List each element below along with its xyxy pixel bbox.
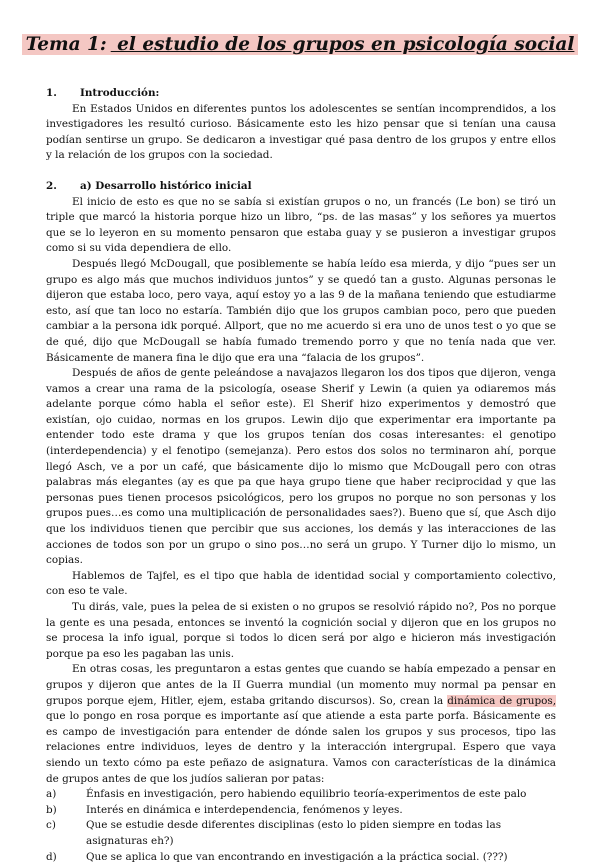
list-item	[46, 803, 556, 819]
section-title: Introducción:	[80, 86, 159, 102]
document-body	[46, 86, 556, 865]
list-item	[46, 850, 556, 865]
paragraph: Después de años de gente peleándose a navajazos llegaron los dos tipos que dijeron, venga vamos a crear una rama de la psicología, osease Sherif y Lewin (a quien ya odiaremos más adelante porque cómo habla el señor este). El Sherif hizo experimentos y demostró que existían, ojo cuidao, normas en los grupos. Lewin dijo que experimentar era importante pa entender todo este drama y que los grupos tenían dos cosas interesantes: el genotipo (interdependencia) y el fenotipo (semejanza). Pero estos dos solos no terminaron ahí, porque llegó Asch, ve a por un café, que básicamente dijo lo mismo que McDougall pero con otras palabras más elegantes (ay es que pa que haya grupo tiene que haber reciprocidad y que las personas pues tienen procesos psicológicos, pero los grupos no porque no son personas y los grupos pues…es como una multiplicación de personalidades saes?). Bueno que sí, que Asch dijo que los individuos tienen que percibir que sus acciones, los demás y las interacciones de las acciones de todos son por un grupo o sino pos…no será un grupo. Y Turner dijo lo mismo, un copias.	[46, 366, 556, 569]
section-number: 2.	[46, 179, 80, 195]
list-text: Que se estudie desde diferentes disciplinas (esto lo piden siempre en todas las asignaturas eh?)	[86, 818, 556, 849]
paragraph: Hablemos de Tajfel, es el tipo que habla de identidad social y comportamiento colectivo, con eso te vale.	[46, 569, 556, 600]
list-text: Énfasis en investigación, pero habiendo equilibrio teoría-experimentos de este palo	[86, 787, 526, 803]
list-item	[46, 818, 556, 849]
highlighted-term: dinámica de grupos,	[447, 695, 556, 707]
text-run: En otras cosas, les preguntaron a estas gentes que cuando se había empezado a pensar en grupos y dijeron que antes de la II Guerra mundial (un momento muy normal pa pensar en grupos porque ejem, Hitler, ejem, estaba gritando discursos). So, crean la	[46, 663, 556, 706]
title-prefix: Tema 1:	[24, 34, 109, 55]
page-title	[0, 33, 600, 57]
list-item	[46, 787, 556, 803]
section-title: a) Desarrollo histórico inicial	[80, 179, 252, 195]
section-number: 1.	[46, 86, 80, 102]
list-text: Que se aplica lo que van encontrando en investigación a la práctica social. (???)	[86, 850, 508, 865]
paragraph: Tu dirás, vale, pues la pelea de si existen o no grupos se resolvió rápido no?, Pos no porque la gente es una pesada, entonces se inventó la cognición social y dijeron que en los grupos no se procesa la info igual, porque si todos lo dicen será por algo e hicieron más investigación porque pa eso les pagaban las unis.	[46, 600, 556, 662]
characteristics-list	[46, 787, 556, 865]
section-heading	[46, 179, 556, 195]
list-marker: c)	[46, 818, 86, 849]
text-run: que lo pongo en rosa porque es importante así que atiende a esta parte porfa. Básicamente es es campo de investigación para entender de dónde salen los grupos y sus procesos, tipo las relaciones entre individuos, leyes de dentro y la interacción intergrupal. Espero que vaya siendo un texto cómo pa este peñazo de asignatura. Vamos con características de la dinámica de grupos antes de que los judíos salieran por patas:	[46, 710, 556, 784]
paragraph: En Estados Unidos en diferentes puntos los adolescentes se sentían incomprendidos, a los investigadores les resultó curioso. Básicamente esto les hizo pensar que si tenían una causa podían sentirse un grupo. Se dedicaron a investigar qué pasa dentro de los grupos y entre ellos y la relación de los grupos con la sociedad.	[46, 102, 556, 164]
list-marker: d)	[46, 850, 86, 865]
section-heading	[46, 86, 556, 102]
paragraph: El inicio de esto es que no se sabía si existían grupos o no, un francés (Le bon) se tiró un triple que marcó la historia porque hizo un libro, “ps. de las masas” y los señores ya muertos que se lo leyeron en su momento pensaron que estaba guay y se pusieron a investigar grupos como si su vida dependiera de ello.	[46, 195, 556, 257]
title-main: el estudio de los grupos en psicología social	[109, 34, 577, 55]
section-introduction	[46, 86, 556, 164]
list-marker: b)	[46, 803, 86, 819]
list-text: Interés en dinámica e interdependencia, fenómenos y leyes.	[86, 803, 403, 819]
list-marker: a)	[46, 787, 86, 803]
paragraph	[46, 662, 556, 787]
paragraph: Después llegó McDougall, que posiblemente se había leído esa mierda, y dijo “pues ser un grupo es algo más que muchos individuos juntos” y se quedó tan a gusto. Algunas personas le dijeron que estaba loco, pero vaya, aquí estoy yo a las 9 de la mañana teniendo que estudiarme esto, así que tan loco no estaría. También dijo que los grupos cambian poco, pero que pueden cambiar a la persona idk porqué. Allport, que no me acuerdo si era uno de unos test o yo que se de qué, dijo que McDougall se había fumado tremendo porro y que no tenía nada que ver. Básicamente de manera fina le dijo que era una “falacia de los grupos”.	[46, 257, 556, 366]
section-history	[46, 179, 556, 865]
